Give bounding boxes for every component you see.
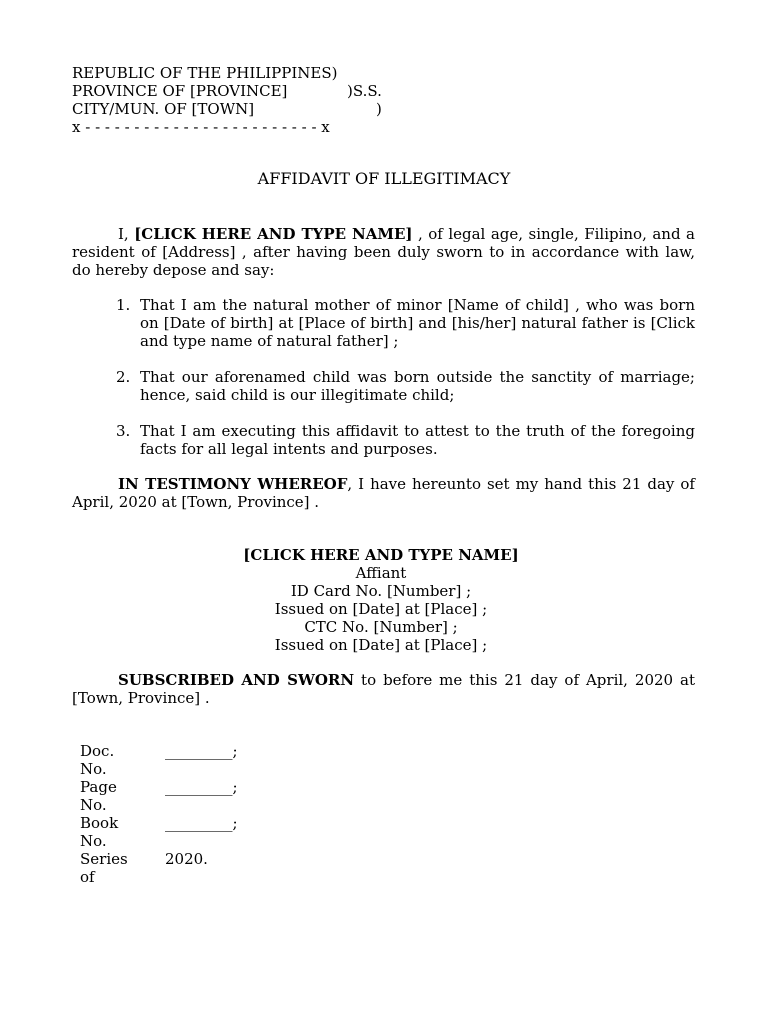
list-item xyxy=(116,368,695,404)
series-value: 2020. xyxy=(165,850,208,868)
item-number: 3. xyxy=(116,422,131,440)
doc-no-blank[interactable]: _________; xyxy=(165,742,238,760)
caption-province: PROVINCE OF [PROVINCE] xyxy=(72,82,288,100)
testimony-paragraph xyxy=(72,475,695,511)
notarial-register xyxy=(80,742,280,886)
caption-ss: )S.S. xyxy=(347,82,382,100)
notary-row-page xyxy=(80,778,280,814)
item-number: 1. xyxy=(116,296,131,314)
intro-paragraph xyxy=(72,225,695,279)
intro-prefix: I, xyxy=(118,225,135,243)
intro-rest: , of legal age, single, Filipino, and a resident of [Address] , after having been duly sworn to in accordance with law, do hereby depose and say: xyxy=(72,225,695,279)
affiant-role: Affiant xyxy=(355,564,407,582)
ctc-issued: Issued on [Date] at [Place] ; xyxy=(274,636,488,654)
item-number: 2. xyxy=(116,368,131,386)
affiant-name-field[interactable]: [CLICK HERE AND TYPE NAME] xyxy=(134,225,413,243)
book-no-blank[interactable]: _________; xyxy=(165,814,238,832)
caption-separator: x - - - - - - - - - - - - - - - - - - - - - - - - x xyxy=(72,118,330,136)
notary-row-book xyxy=(80,814,280,850)
affiant-signature-name[interactable]: [CLICK HERE AND TYPE NAME] xyxy=(243,546,519,564)
jurat-paragraph xyxy=(72,671,695,707)
item-text: That our aforenamed child was born outside the sanctity of marriage; hence, said child is our illegitimate child; xyxy=(140,368,695,404)
item-text: That I am executing this affidavit to attest to the truth of the foregoing facts for all legal intents and purposes. xyxy=(140,422,695,458)
item-text: That I am the natural mother of minor [Name of child] , who was born on [Date of birth] at [Place of birth] and [his/her] natural father is [Click and type name of natural father] ; xyxy=(140,296,695,350)
testimony-heading: IN TESTIMONY WHEREOF xyxy=(118,475,348,493)
caption-bracket: ) xyxy=(376,100,382,118)
notary-row-doc xyxy=(80,742,280,778)
page-no-label: Page No. xyxy=(80,778,117,814)
testimony-rest: , I have hereunto set my hand this 21 day of April, 2020 at [Town, Province] . xyxy=(72,475,695,511)
page-no-blank[interactable]: _________; xyxy=(165,778,238,796)
document-title: AFFIDAVIT OF ILLEGITIMACY xyxy=(257,169,511,188)
caption-city: CITY/MUN. OF [TOWN] xyxy=(72,100,255,118)
id-card-number: ID Card No. [Number] ; xyxy=(290,582,472,600)
notary-row-series xyxy=(80,850,280,886)
list-item xyxy=(116,422,695,458)
doc-no-label: Doc. No. xyxy=(80,742,115,778)
caption-republic: REPUBLIC OF THE PHILIPPINES) xyxy=(72,64,338,82)
jurat-rest: to before me this 21 day of April, 2020 at [Town, Province] . xyxy=(72,671,696,707)
jurat-heading: SUBSCRIBED AND SWORN xyxy=(118,671,355,689)
series-label: Series of xyxy=(80,850,128,886)
affiant-block xyxy=(0,546,762,654)
list-item xyxy=(116,296,695,350)
id-issued: Issued on [Date] at [Place] ; xyxy=(274,600,488,618)
book-no-label: Book No. xyxy=(80,814,119,850)
ctc-number: CTC No. [Number] ; xyxy=(304,618,458,636)
